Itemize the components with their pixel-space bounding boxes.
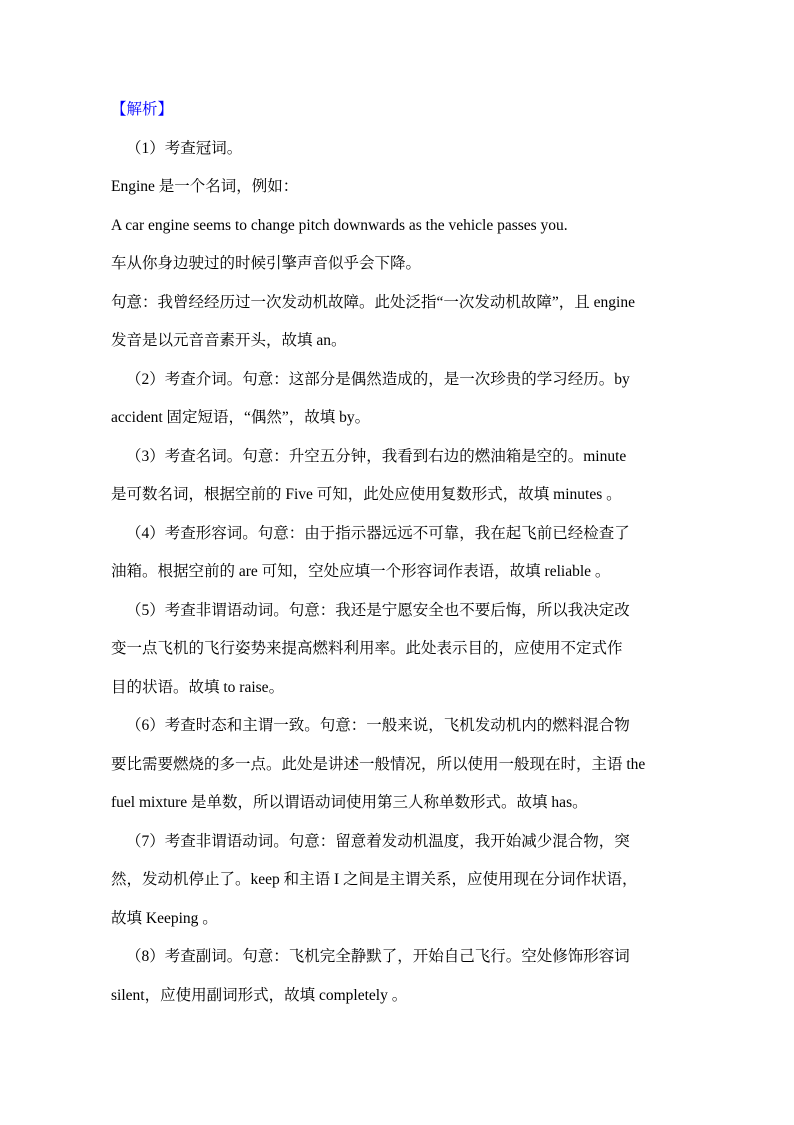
body-line: 然，发动机停止了。keep 和主语 I 之间是主谓关系，应使用现在分词作状语， (111, 871, 638, 888)
body-line: 要比需要燃烧的多一点。此处是讲述一般情况，所以使用一般现在时，主语 the (111, 755, 646, 773)
body-line: 句意：我曾经经历过一次发动机故障。此处泛指“一次发动机故障”，且 engine (111, 293, 635, 311)
body-line: 是可数名词，根据空前的 Five 可知，此处应使用复数形式，故填 minutes 。 (111, 486, 622, 503)
analysis-heading: 【解析】 (111, 101, 174, 118)
body-line: Engine 是一个名词，例如： (111, 178, 299, 195)
item-8-line: （8）考查副词。句意：飞机完全静默了，开始自己飞行。空处修饰形容词 (126, 948, 630, 965)
item-7-line: （7）考查非谓语动词。句意：留意着发动机温度，我开始减少混合物，突 (126, 832, 630, 850)
item-5-line: （5）考查非谓语动词。句意：我还是宁愿安全也不要后悔，所以我决定改 (126, 601, 630, 619)
item-1-title: （1）考查冠词。 (126, 139, 243, 157)
example-sentence-english: A car engine seems to change pitch downwards as the vehicle passes you. (111, 216, 568, 234)
body-line: 变一点飞机的飞行姿势来提高燃料利用率。此处表示目的，应使用不定式作 (111, 640, 623, 657)
item-3-line: （3）考查名词。句意：升空五分钟，我看到右边的燃油箱是空的。minute (126, 447, 627, 465)
body-line: fuel mixture 是单数，所以谓语动词使用第三人称单数形式。故填 has。 (111, 794, 588, 811)
item-6-line: （6）考查时态和主谓一致。句意：一般来说，飞机发动机内的燃料混合物 (126, 717, 630, 734)
analysis-section (111, 91, 691, 1015)
item-2-line: （2）考查介词。句意：这部分是偶然造成的，是一次珍贵的学习经历。by (126, 370, 630, 388)
body-line: accident 固定短语，“偶然”，故填 by。 (111, 409, 371, 426)
body-line: silent，应使用副词形式，故填 completely 。 (111, 986, 408, 1004)
body-line: 故填 Keeping 。 (111, 909, 218, 927)
body-line: 油箱。根据空前的 are 可知，空处应填一个形容词作表语，故填 reliable 。 (111, 563, 611, 580)
example-sentence-chinese: 车从你身边驶过的时候引擎声音似乎会下降。 (111, 255, 422, 272)
body-line: 发音是以元音音素开头，故填 an。 (111, 332, 347, 349)
body-line: 目的状语。故填 to raise。 (111, 678, 285, 696)
item-4-line: （4）考查形容词。句意：由于指示器远远不可靠，我在起飞前已经检查了 (126, 524, 630, 542)
